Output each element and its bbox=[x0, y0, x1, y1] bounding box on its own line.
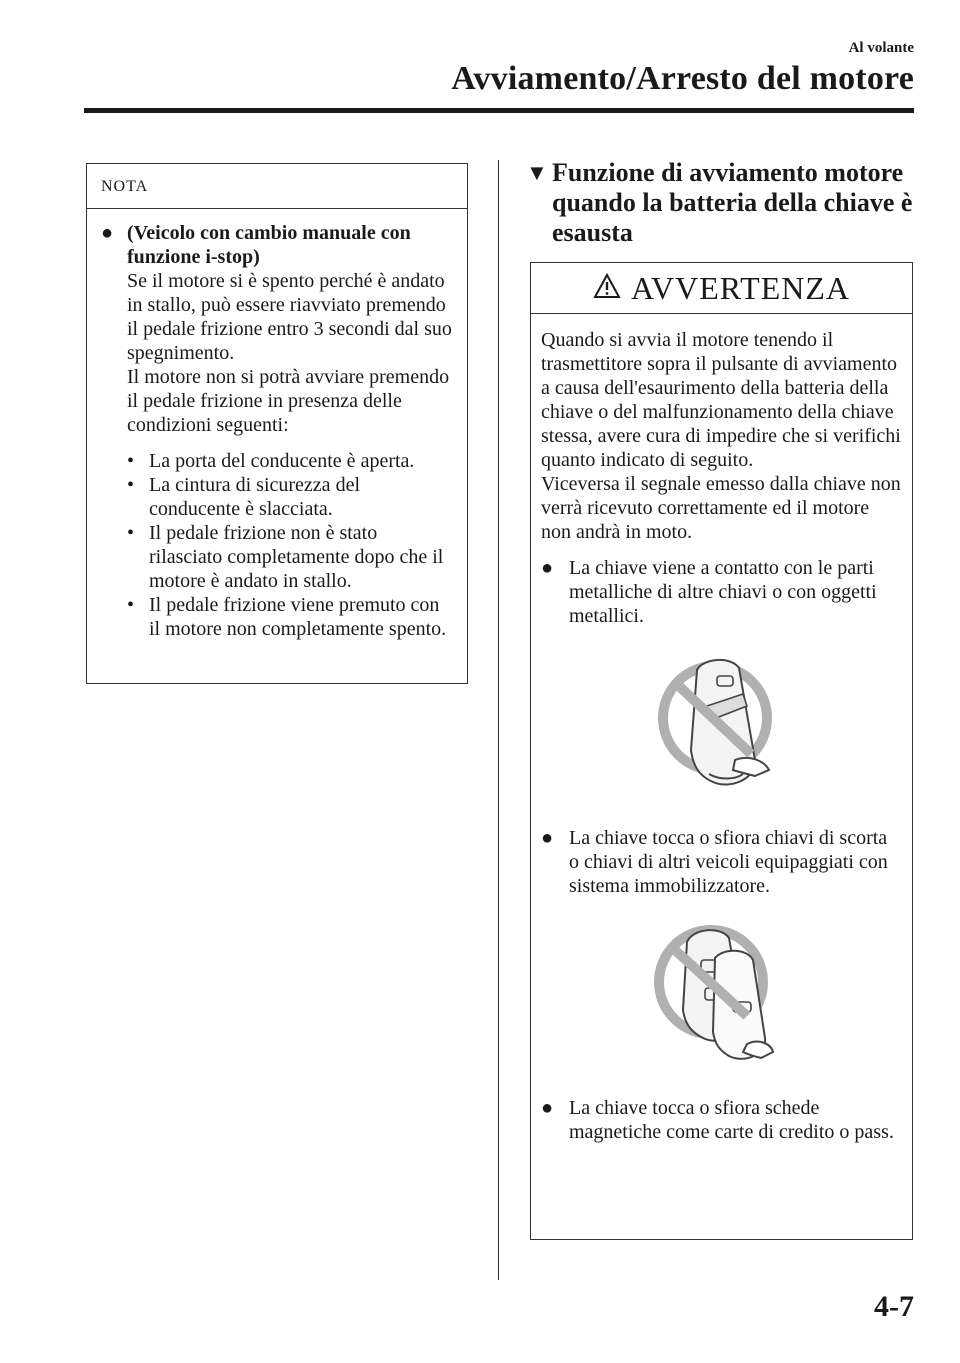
condition-text: La cintura di sicurezza del conducente è slacciata. bbox=[149, 474, 360, 520]
nota-bold-intro: (Veicolo con cambio manuale con funzione i-stop) bbox=[127, 222, 411, 268]
nota-body bbox=[87, 209, 467, 641]
page-number: 4-7 bbox=[874, 1290, 914, 1323]
bullet-dot: ● bbox=[541, 1097, 554, 1119]
warning-body bbox=[531, 314, 912, 1144]
condition-text: Il pedale frizione non è stato rilasciato completamente dopo che il motore è andato in stallo. bbox=[149, 522, 444, 592]
list-item bbox=[541, 556, 902, 628]
nota-conditions-list bbox=[101, 449, 455, 641]
key-prohibited-icon bbox=[647, 650, 797, 800]
warning-heading bbox=[531, 263, 912, 314]
header-rule bbox=[84, 108, 914, 113]
list-item bbox=[127, 593, 455, 641]
nota-bullet-text bbox=[127, 221, 455, 437]
condition-text: La porta del conducente è aperta. bbox=[149, 450, 415, 472]
nota-heading: NOTA bbox=[87, 164, 467, 209]
nota-paragraph-1: Se il motore si è spento perché è andato in stallo, può essere riavviato premendo il pedale frizione entro 3 secondi dal suo spegnimento. bbox=[127, 270, 452, 364]
figure-key-spare bbox=[541, 920, 902, 1070]
warning-item-text: La chiave viene a contatto con le parti metalliche di altre chiavi o con oggetti metallici. bbox=[569, 557, 877, 627]
list-item bbox=[127, 473, 455, 521]
warning-heading-text: AVVERTENZA bbox=[630, 269, 851, 306]
nota-box bbox=[86, 163, 468, 684]
warning-triangle-icon bbox=[593, 270, 621, 307]
warning-item-text: La chiave tocca o sfiora schede magnetiche come carte di credito o pass. bbox=[569, 1097, 894, 1143]
list-item bbox=[127, 449, 455, 473]
list-item bbox=[127, 521, 455, 593]
list-item bbox=[541, 826, 902, 898]
sub-bullet: • bbox=[127, 594, 135, 616]
sub-bullet: • bbox=[127, 450, 135, 472]
figure-key-metal bbox=[541, 650, 902, 800]
warning-box bbox=[530, 262, 913, 1240]
bullet-dot: ● bbox=[541, 557, 554, 579]
warning-item-text: La chiave tocca o sfiora chiavi di scorta o chiavi di altri veicoli equipaggiati con sistema immobilizzatore. bbox=[569, 827, 888, 897]
list-item bbox=[541, 1096, 902, 1144]
nota-bullet bbox=[101, 221, 455, 437]
bullet-dot: ● bbox=[541, 827, 554, 849]
column-divider bbox=[498, 160, 499, 1280]
section-heading bbox=[526, 158, 916, 248]
warning-intro: Quando si avvia il motore tenendo il trasmettitore sopra il pulsante di avviamento a causa dell'esaurimento della batteria della chiave o del malfunzionamento della chiave stessa, avere cura di impedire che si verifichi quanto indicato di seguito. bbox=[541, 329, 901, 471]
condition-text: Il pedale frizione viene premuto con il motore non completamente spento. bbox=[149, 594, 447, 640]
sub-bullet: • bbox=[127, 474, 135, 496]
header-section-label: Al volante bbox=[848, 40, 914, 56]
nota-paragraph-2: Il motore non si potrà avviare premendo il pedale frizione in presenza delle condizioni seguenti: bbox=[127, 366, 450, 436]
bullet-dot: ● bbox=[101, 222, 114, 244]
triangle-down-icon: ▼ bbox=[526, 160, 548, 185]
page-title: Avviamento/Arresto del motore bbox=[451, 60, 914, 97]
sub-bullet: • bbox=[127, 522, 135, 544]
warning-bullets bbox=[541, 556, 902, 1144]
section-heading-text: Funzione di avviamento motore quando la batteria della chiave è esausta bbox=[552, 158, 913, 247]
warning-intro-2: Viceversa il segnale emesso dalla chiave non verrà ricevuto correttamente ed il motore non andrà in moto. bbox=[541, 473, 901, 543]
two-keys-prohibited-icon bbox=[647, 920, 797, 1070]
